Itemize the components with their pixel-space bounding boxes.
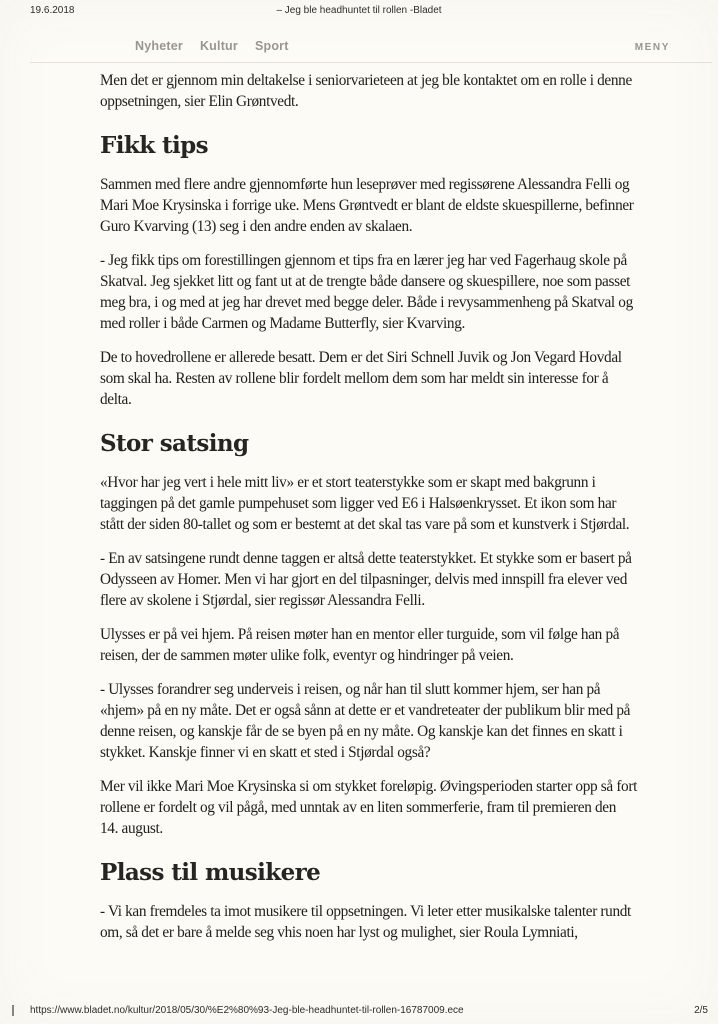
print-page-number: 2/5 <box>694 1005 708 1016</box>
section-heading-plass-til-musikere: Plass til musikere <box>100 859 321 886</box>
article-section-fikk-tips <box>100 132 637 410</box>
article-paragraph: Men det er gjennom min deltakelse i seniorvarieteen at jeg ble kontaktet om en rolle i denne oppsetningen, sier Elin Grøntvedt. <box>100 72 632 110</box>
nav-item-nyheter[interactable]: Nyheter <box>135 39 183 53</box>
nav-item-sport[interactable]: Sport <box>254 39 289 53</box>
article-paragraph: - Jeg fikk tips om forestillingen gjennom et tips fra en lærer jeg har ved Fagerhaug skole på Skatval. Jeg sjekket litt og fant ut at de trengte både dansere og skuespillere, noe som passet meg bra, i og med at jeg har drevet med begge deler. Både i revysammenheng på Skatval og med roller i både Carmen og Madame Butterfly, sier Kvarving. <box>100 252 633 332</box>
article-paragraph: - Ulysses forandrer seg underveis i reisen, og når han til slutt kommer hjem, ser han på «hjem» på en ny måte. Det er også sånn at dette er et vandreteater der publikum blir med på denne reisen, og kanskje får de se byen på en ny måte. Og kanskje kan det finnes en skatt i stykket. Kanskje finner vi en skatt et sted i Stjørdal også? <box>100 681 631 761</box>
site-nav <box>30 34 712 63</box>
nav-item-kultur[interactable]: Kultur <box>199 39 238 53</box>
print-url: https://www.bladet.no/kultur/2018/05/30/%E2%80%93-Jeg-ble-headhuntet-til-rollen-16787009.ece <box>30 1005 464 1016</box>
article-paragraph: Ulysses er på vei hjem. På reisen møter han en mentor eller turguide, som vil følge han på reisen, der de sammen møter ulike folk, eventyr og hindringer på veien. <box>100 626 620 664</box>
article-paragraph: Mer vil ikke Mari Moe Krysinska si om stykket foreløpig. Øvingsperioden starter opp så fort rollene er fordelt og vil pågå, med unntak av en liten sommerferie, fram til premieren den 14. august. <box>100 778 638 837</box>
section-heading-fikk-tips: Fikk tips <box>100 132 208 159</box>
article-paragraph: «Hvor har jeg vert i hele mitt liv» er et stort teaterstykke som er skapt med bakgrunn i taggingen på det gamle pumpehuset som ligger ved E6 i Halsøenkrysset. Et ikon som har stått der siden 80-tallet og som er bestemt at det skal tas vare på som et kunstverk i Stjørdal. <box>100 474 630 533</box>
print-date: 19.6.2018 <box>30 5 75 16</box>
article-section-intro <box>100 70 637 112</box>
menu-button[interactable]: MENY <box>634 42 670 53</box>
article-body <box>100 70 637 956</box>
article-section-plass-til-musikere <box>100 859 637 943</box>
print-title: – Jeg ble headhuntet til rollen -Bladet <box>276 5 442 16</box>
article-paragraph: Sammen med flere andre gjennomførte hun leseprøver med regissørene Alessandra Felli og Mari Moe Krysinska i forrige uke. Mens Grøntvedt er blant de eldste skuespillerne, befinner Guro Kvarving (13) seg i den andre enden av skalaen. <box>100 176 634 235</box>
article-paragraph: De to hovedrollene er allerede besatt. Dem er det Siri Schnell Juvik og Jon Vegard Hovdal som skal ha. Resten av rollene blir fordelt mellom dem som har meldt sin interesse for å delta. <box>100 349 622 408</box>
nav-links <box>135 39 289 53</box>
print-header <box>0 5 718 16</box>
article-section-stor-satsing <box>100 430 637 839</box>
article-paragraph: - En av satsingene rundt denne taggen er altså dette teaterstykket. Et stykke som er basert på Odysseen av Homer. Men vi har gjort en del tilpasninger, delvis med innspill fra elever ved flere av skolene i Stjørdal, sier regissør Alessandra Felli. <box>100 550 632 609</box>
article-paragraph: - Vi kan fremdeles ta imot musikere til oppsetningen. Vi leter etter musikalske talenter rundt om, så det er bare å melde seg vhis noen har lyst og mulighet, sier Roula Lymniati, <box>100 903 631 941</box>
section-heading-stor-satsing: Stor satsing <box>100 430 249 457</box>
scan-artifact <box>12 1005 14 1016</box>
